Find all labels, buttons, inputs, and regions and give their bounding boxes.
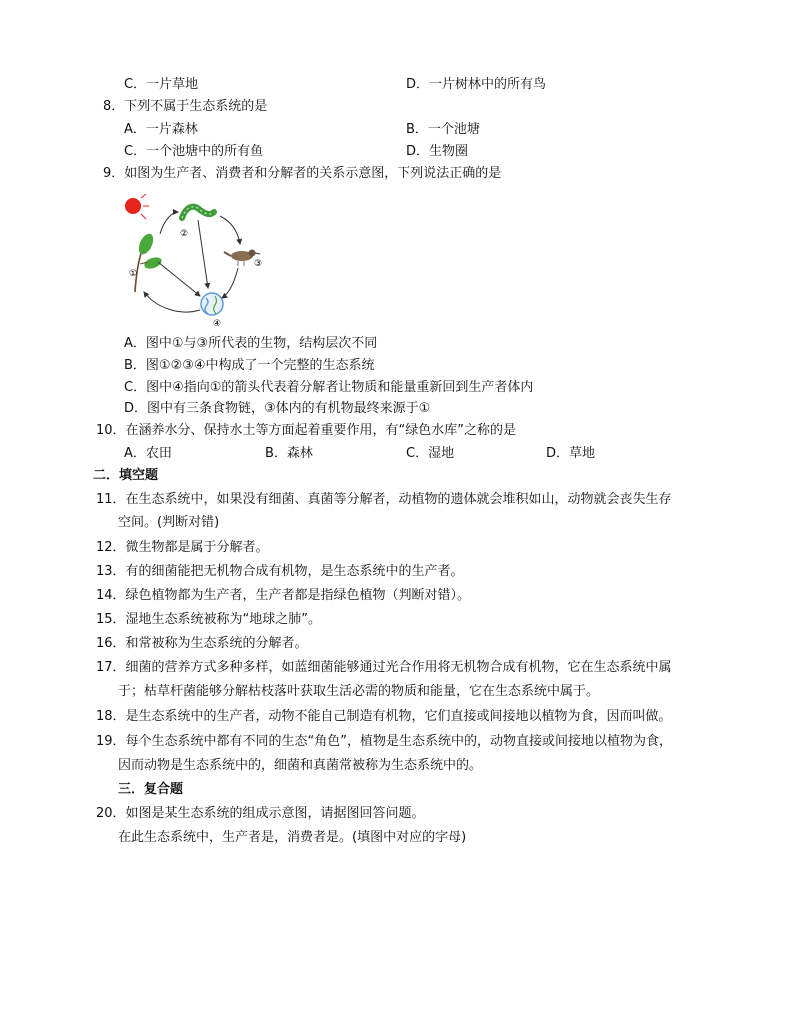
q13-text: 13．有的细菌能把无机物合成有机物，是生态系统中的生产者。 [96,564,464,579]
q10-option-d: D．草地 [546,446,596,461]
q8-option-b: B．一个池塘 [406,122,480,137]
figure-label-2: ② [180,229,189,239]
sun-icon [125,198,141,214]
q10-stem: 10．在涵养水分、保持水土等方面起着重要作用，有“绿色水库”之称的是 [96,423,517,438]
q7-option-d: D．一片树林中的所有鸟 [406,77,547,92]
q9-option-c: C．图中④指向①的箭头代表着分解者让物质和能量重新回到生产者体内 [124,380,534,395]
q17-line-1: 17．细菌的营养方式多种多样，如蓝细菌能够通过光合作用将无机物合成有机物，它在生态系统中属 [96,660,672,675]
figure-label-3: ③ [254,259,263,269]
decomposer-icon [201,293,223,315]
figure-label-4: ④ [213,319,222,329]
q19-line-1: 19．每个生态系统中都有不同的生态“角色”，植物是生态系统中的，动物直接或间接地以植物为食， [96,734,673,749]
q19-line-2: 因而动物是生态系统中的，细菌和真菌常被称为生态系统中的。 [118,758,483,773]
plant-icon [135,231,163,292]
q8-option-a: A．一片森林 [124,122,198,137]
ecosystem-cycle-figure [120,192,270,332]
q14-text: 14．绿色植物都为生产者，生产者都是指绿色植物（判断对错）。 [96,588,471,603]
figure-label-1: ① [129,269,138,279]
q8-stem: 8．下列不属于生态系统的是 [103,99,268,114]
q9-stem: 9．如图为生产者、消费者和分解者的关系示意图，下列说法正确的是 [103,166,502,181]
q7-option-c: C．一片草地 [124,77,199,92]
q8-option-d: D．生物圈 [406,144,469,159]
caterpillar-icon [182,207,214,218]
section-fill-in-blank-heading: 二．填空题 [93,468,159,483]
q16-text: 16．和常被称为生态系统的分解者。 [96,636,308,651]
q10-option-b: B．森林 [265,446,313,461]
q10-option-a: A．农田 [124,446,172,461]
q9-option-a: A．图中①与③所代表的生物，结构层次不同 [124,336,378,351]
q9-option-b: B．图①②③④中构成了一个完整的生态系统 [124,358,375,373]
q11-line-1: 11．在生态系统中，如果没有细菌、真菌等分解者，动植物的遗体就会堆积如山，动物就会丧失生存 [96,492,672,507]
q9-option-d: D．图中有三条食物链，③体内的有机物最终来源于① [124,401,431,416]
q10-option-c: C．湿地 [406,446,455,461]
q15-text: 15．湿地生态系统被称为“地球之肺”。 [96,612,322,627]
q18-text: 18．是生态系统中的生产者，动物不能自己制造有机物，它们直接或间接地以植物为食，因而叫做。 [96,709,672,724]
section-composite-heading: 三．复合题 [118,782,184,797]
q20-line-1: 20．如图是某生态系统的组成示意图，请据图回答问题。 [96,806,425,821]
q12-text: 12．微生物都是属于分解者。 [96,540,269,555]
q17-line-2: 于；枯草杆菌能够分解枯枝落叶获取生活必需的物质和能量，它在生态系统中属于。 [118,684,600,699]
q8-option-c: C．一个池塘中的所有鱼 [124,144,264,159]
q11-line-2: 空间。(判断对错) [118,515,220,530]
q20-line-2: 在此生态系统中，生产者是，消费者是。(填图中对应的字母) [118,830,467,845]
